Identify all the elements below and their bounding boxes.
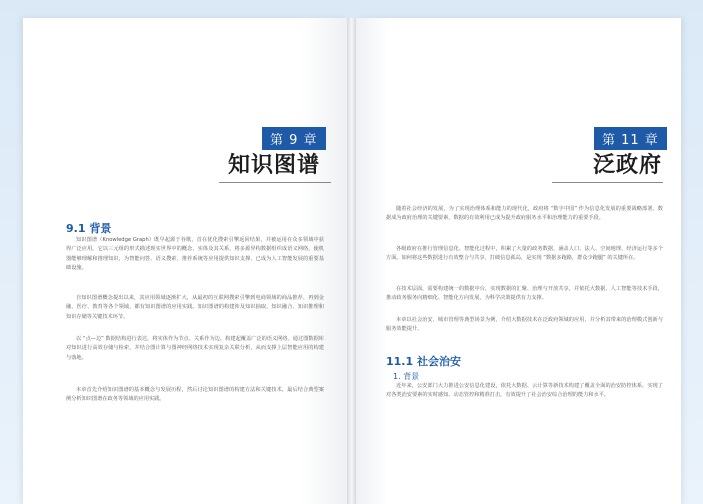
chapter-rule <box>552 182 663 183</box>
paragraph: 近年来，公安部门大力推进公安信息化建设，依托大数据、云计算等新技术构建了覆盖全面的治安防控体系，实现了对各类治安要素的实时感知、动态管控和精准打击，有效提升了社会治安综合治理的能力和水平。 <box>386 383 663 399</box>
section-heading: 11.1 社会治安 <box>386 355 461 368</box>
chapter-title: 知识图谱 <box>228 152 321 178</box>
paragraph: 各级政府在推行管理信息化、智能化过程中，积累了大量的政务数据，涵盖人口、法人、空间地理、经济运行等多个方面。如何将这些数据进行有效整合与共享，打破信息孤岛，是实现 “数据多跑路，群众少跑腿” 的关键所在。 <box>386 246 663 262</box>
paragraph: 以 “点—边” 数据结构进行表达，将实体作为节点、关系作为边，构建起覆盖广泛的语义网络。通过图数据库对知识进行高效存储与检索，并结合图计算与图神经网络技术实现复杂关联分析，从而支撑上层智能应用的构建与落地。 <box>66 336 324 361</box>
paragraph: 本章以社会治安、城市管理等典型场景为例，介绍大数据技术在泛政府领域的应用，并分析其带来的治理模式创新与服务效能提升。 <box>386 317 663 333</box>
paragraph: 随着社会经济的发展，为了实现治理体系和能力的现代化，政府将 “数字中国” 作为信息化发展的重要战略部署。数据成为政府治理的关键要素，数据的有效利用已成为提升政府服务水平和治理能力的重要手段。 <box>386 206 663 222</box>
chapter-rule <box>219 182 331 183</box>
paragraph: 自知识图谱概念提出以来，其应用领域逐渐扩大，从最初的互联网搜索引擎到电商领域的商品推荐，再到金融、医疗、教育等各个领域，都有知识图谱的应用实践。知识图谱的构建涉及知识抽取、知识融合、知识推理和知识存储等关键技术环节。 <box>66 295 324 320</box>
section-heading: 9.1 背景 <box>66 222 112 235</box>
chapter-label: 第 11 章 <box>594 127 667 150</box>
paragraph: 知识图谱（Knowledge Graph）既早起源于谷歌，首在优化搜索引擎返回结果，并被运用在众多领域中获得广泛应用。它以三元组的形式描述现实世界中的概念、实体及其关系，将多源异构数据组织成语义网络，使机器能够理解和推理知识，为智能问答、语义搜索、推荐系统等应用提供知识支撑，已成为人工智能发展的重要基础设施。 <box>66 237 324 272</box>
subsection-heading: 1. 背景 <box>393 372 420 381</box>
paragraph: 本章首先介绍知识图谱的基本概念与发展历程，然后讨论知识图谱的构建方法和关键技术，最后结合典型案例分析知识图谱在政务等领域的应用实践。 <box>66 387 324 403</box>
paragraph: 在技术层面，需要构建统一的数据中台，实现数据的汇聚、治理与开放共享，并依托大数据、人工智能等技术手段，推动政务服务向精细化、智能化方向发展，为科学决策提供有力支撑。 <box>386 286 663 302</box>
chapter-label: 第 9 章 <box>262 127 326 150</box>
book-gutter <box>347 18 356 504</box>
chapter-title: 泛政府 <box>593 152 663 178</box>
